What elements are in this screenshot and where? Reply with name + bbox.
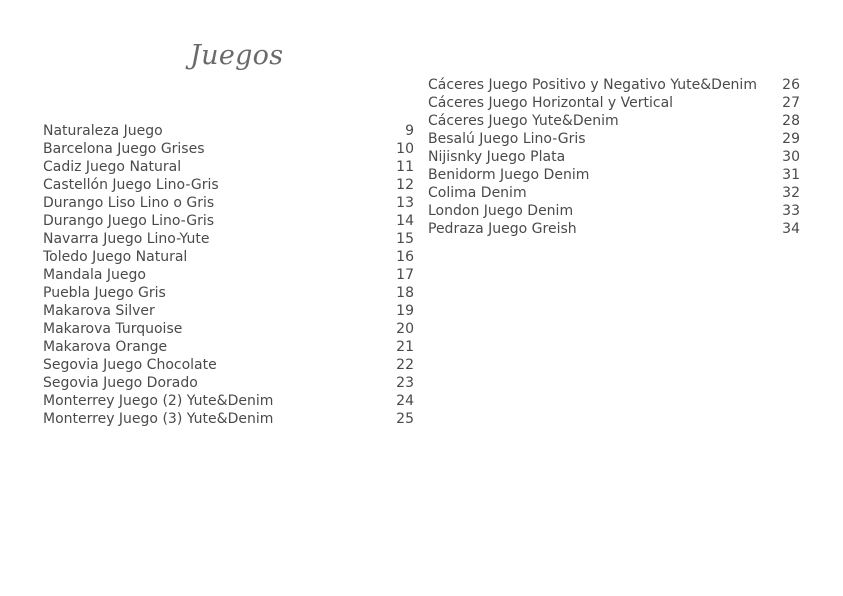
toc-entry-title: London Juego Denim <box>428 203 574 219</box>
toc-entry[interactable] <box>43 194 414 212</box>
toc-entry[interactable] <box>43 320 414 338</box>
toc-entry-page: 30 <box>782 149 800 165</box>
toc-entry-title: Makarova Orange <box>43 339 168 355</box>
toc-entry[interactable] <box>43 140 414 158</box>
toc-entry[interactable] <box>428 148 800 166</box>
toc-entry[interactable] <box>43 356 414 374</box>
toc-entry-page: 12 <box>396 177 414 193</box>
toc-entry[interactable] <box>428 166 800 184</box>
toc-entry[interactable] <box>428 220 800 238</box>
toc-entry[interactable] <box>428 112 800 130</box>
toc-entry-page: 21 <box>396 339 414 355</box>
toc-entry[interactable] <box>43 410 414 428</box>
toc-column-right <box>428 76 800 238</box>
toc-entry-page: 13 <box>396 195 414 211</box>
toc-column-left <box>43 122 414 428</box>
toc-entry-title: Puebla Juego Gris <box>43 285 166 301</box>
toc-entry-title: Toledo Juego Natural <box>43 249 188 265</box>
toc-entry-page: 25 <box>396 411 414 427</box>
toc-entry-title: Besalú Juego Lino-Gris <box>428 131 586 147</box>
toc-entry-page: 28 <box>782 113 800 129</box>
toc-entry-title: Monterrey Juego (2) Yute&Denim <box>43 393 274 409</box>
toc-entry[interactable] <box>43 158 414 176</box>
toc-entry-title: Naturaleza Juego <box>43 123 163 139</box>
toc-entry-page: 23 <box>396 375 414 391</box>
toc-entry-page: 34 <box>782 221 800 237</box>
toc-entry-title: Colima Denim <box>428 185 527 201</box>
toc-entry[interactable] <box>428 94 800 112</box>
toc-entry[interactable] <box>43 176 414 194</box>
toc-entry-page: 22 <box>396 357 414 373</box>
toc-entry-page: 20 <box>396 321 414 337</box>
toc-entry-page: 33 <box>782 203 800 219</box>
toc-entry-title: Benidorm Juego Denim <box>428 167 590 183</box>
toc-entry-page: 16 <box>396 249 414 265</box>
toc-entry[interactable] <box>43 374 414 392</box>
toc-entry-page: 27 <box>782 95 800 111</box>
toc-entry[interactable] <box>43 284 414 302</box>
toc-entry[interactable] <box>428 130 800 148</box>
toc-entry-page: 26 <box>782 77 800 93</box>
toc-entry[interactable] <box>428 202 800 220</box>
toc-entry-title: Mandala Juego <box>43 267 146 283</box>
toc-entry[interactable] <box>43 230 414 248</box>
toc-entry[interactable] <box>43 212 414 230</box>
toc-entry-page: 17 <box>396 267 414 283</box>
toc-entry-page: 15 <box>396 231 414 247</box>
toc-entry-page: 19 <box>396 303 414 319</box>
toc-entry[interactable] <box>43 248 414 266</box>
toc-entry-title: Barcelona Juego Grises <box>43 141 205 157</box>
toc-entry-page: 9 <box>405 123 414 139</box>
toc-entry-title: Cadiz Juego Natural <box>43 159 182 175</box>
toc-entry[interactable] <box>43 338 414 356</box>
page-title: Juegos <box>190 40 284 71</box>
toc-entry-title: Segovia Juego Dorado <box>43 375 198 391</box>
toc-entry-title: Cáceres Juego Yute&Denim <box>428 113 619 129</box>
toc-entry-title: Makarova Silver <box>43 303 155 319</box>
toc-entry-page: 29 <box>782 131 800 147</box>
toc-entry-page: 14 <box>396 213 414 229</box>
toc-entry-page: 10 <box>396 141 414 157</box>
toc-entry[interactable] <box>43 302 414 320</box>
toc-entry[interactable] <box>43 122 414 140</box>
toc-entry-title: Nijisnky Juego Plata <box>428 149 566 165</box>
toc-entry-title: Navarra Juego Lino-Yute <box>43 231 210 247</box>
toc-entry-title: Cáceres Juego Horizontal y Vertical <box>428 95 674 111</box>
toc-entry[interactable] <box>43 266 414 284</box>
toc-entry-page: 11 <box>396 159 414 175</box>
toc-entry[interactable] <box>428 76 800 94</box>
toc-entry-page: 32 <box>782 185 800 201</box>
toc-entry-title: Segovia Juego Chocolate <box>43 357 217 373</box>
toc-entry-page: 31 <box>782 167 800 183</box>
toc-entry-title: Cáceres Juego Positivo y Negativo Yute&Denim <box>428 77 757 93</box>
toc-entry-title: Monterrey Juego (3) Yute&Denim <box>43 411 274 427</box>
toc-entry[interactable] <box>428 184 800 202</box>
toc-entry-title: Durango Juego Lino-Gris <box>43 213 215 229</box>
toc-entry-page: 18 <box>396 285 414 301</box>
toc-entry-title: Makarova Turquoise <box>43 321 183 337</box>
toc-entry[interactable] <box>43 392 414 410</box>
toc-entry-page: 24 <box>396 393 414 409</box>
toc-entry-title: Pedraza Juego Greish <box>428 221 577 237</box>
toc-entry-title: Castellón Juego Lino-Gris <box>43 177 219 193</box>
toc-entry-title: Durango Liso Lino o Gris <box>43 195 215 211</box>
